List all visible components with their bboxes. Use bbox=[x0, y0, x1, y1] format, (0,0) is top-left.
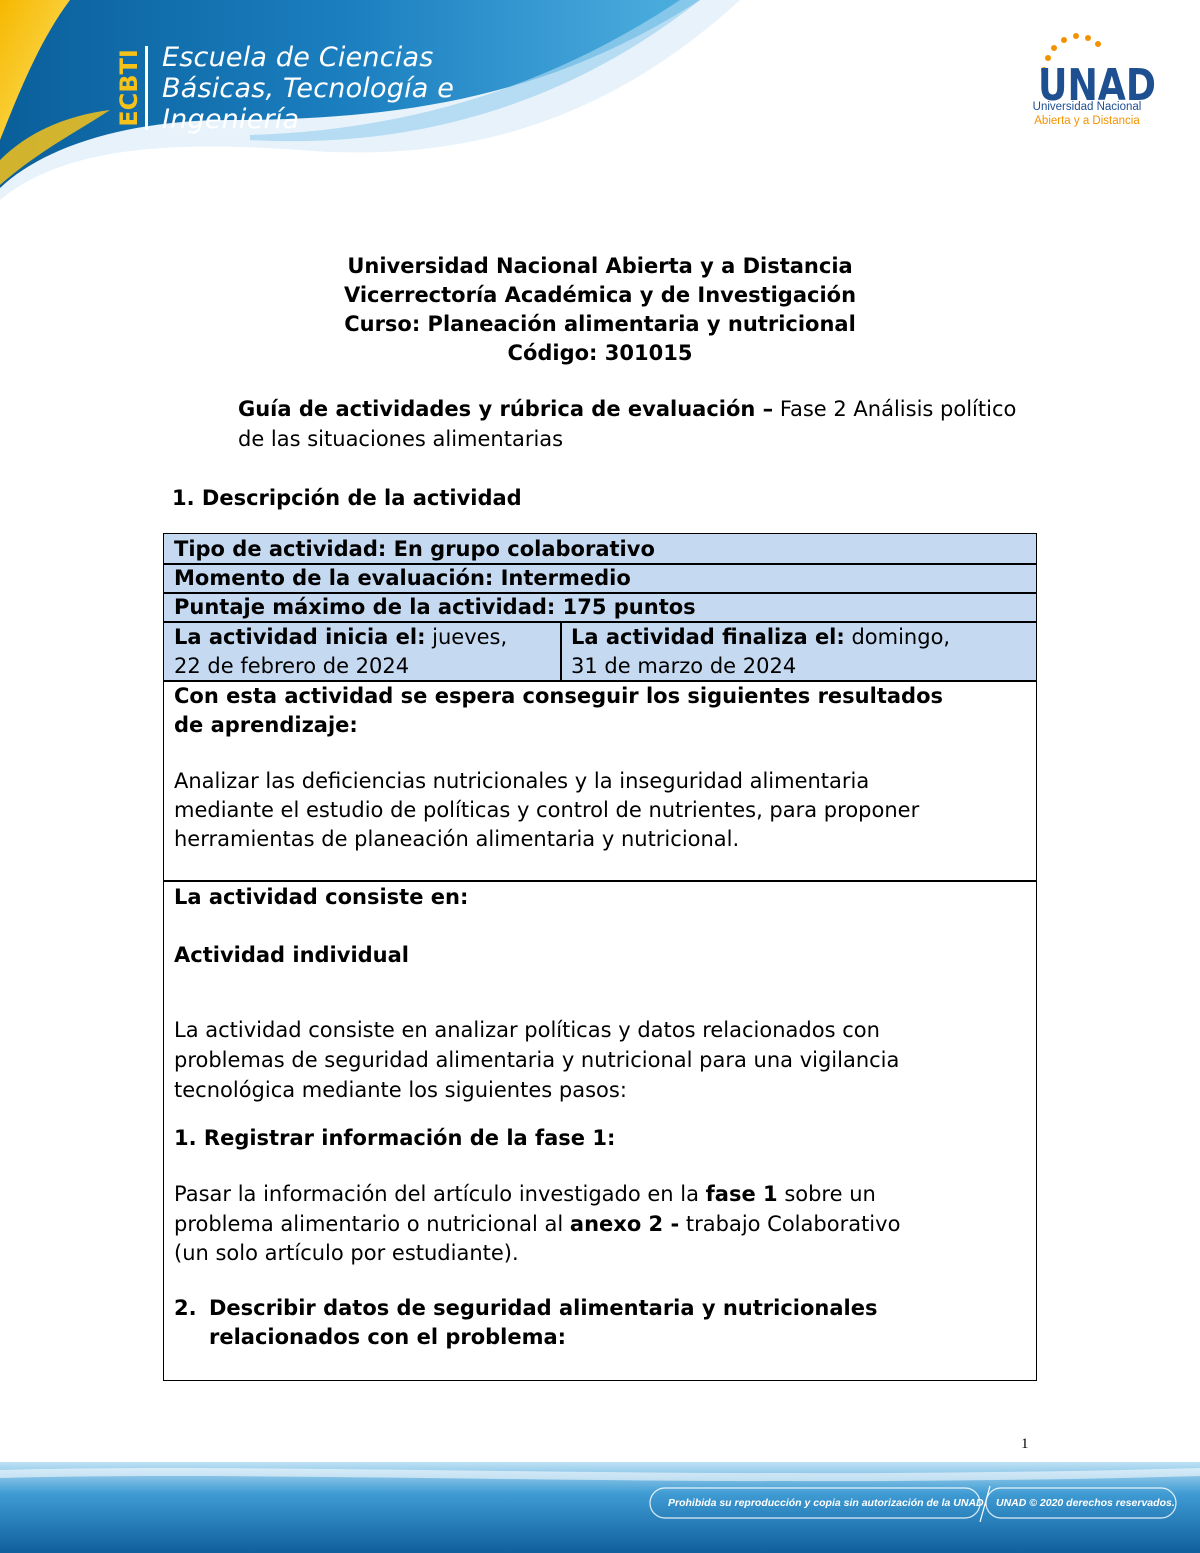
title-course: Curso: Planeación alimentaria y nutricional bbox=[344, 312, 856, 336]
end-date-cell bbox=[571, 623, 950, 681]
step-1-heading: 1. Registrar información de la fase 1: bbox=[174, 1126, 616, 1150]
page-number: 1 bbox=[1021, 1436, 1029, 1452]
document-titles bbox=[0, 252, 1200, 368]
step-2-heading-line-1: Describir datos de seguridad alimentaria y nutricionales bbox=[209, 1296, 878, 1320]
activity-consists-heading: La actividad consiste en: bbox=[174, 885, 469, 909]
ecbti-label: ECBTI bbox=[115, 49, 143, 127]
step-1-text-d: problema alimentario o nutricional al bbox=[174, 1211, 570, 1236]
consists-line-3: tecnológica mediante los siguientes pasos: bbox=[174, 1078, 627, 1102]
start-date: 22 de febrero de 2024 bbox=[174, 654, 410, 678]
start-day: jueves, bbox=[425, 625, 508, 649]
school-name bbox=[162, 42, 454, 135]
guide-title bbox=[238, 394, 1038, 454]
activity-table bbox=[163, 533, 1037, 1381]
ecbti-vertical-logo bbox=[112, 44, 148, 132]
logo-mark: UNAD bbox=[1038, 60, 1156, 111]
end-label: La actividad finaliza el: bbox=[571, 625, 845, 649]
step-1-annex: anexo 2 - bbox=[569, 1211, 680, 1236]
activity-type: Tipo de actividad: En grupo colaborativo bbox=[174, 537, 655, 561]
learning-outcomes-line-2: mediante el estudio de políticas y control de nutrientes, para proponer bbox=[174, 798, 920, 822]
step-2-number: 2. bbox=[174, 1296, 197, 1320]
learning-outcomes-heading bbox=[174, 682, 943, 740]
end-date: 31 de marzo de 2024 bbox=[571, 654, 797, 678]
consists-line-2: problemas de seguridad alimentaria y nutricional para una vigilancia bbox=[174, 1048, 900, 1072]
learning-outcomes-heading-line-2: de aprendizaje: bbox=[174, 713, 358, 737]
logo-line-2: Abierta y a Distancia bbox=[1034, 115, 1140, 127]
logo-line-1: Universidad Nacional bbox=[1032, 101, 1142, 113]
guide-title-bold: Guía de actividades y rúbrica de evaluación – bbox=[238, 397, 774, 421]
learning-outcomes-heading-line-1: Con esta actividad se espera conseguir los siguientes resultados bbox=[174, 684, 943, 708]
evaluation-moment: Momento de la evaluación: Intermedio bbox=[174, 566, 631, 590]
logo-caption bbox=[1012, 100, 1162, 128]
step-1-text-a: Pasar la información del artículo investigado en la bbox=[174, 1182, 706, 1206]
title-university: Universidad Nacional Abierta y a Distancia bbox=[347, 254, 853, 278]
step-1-text-g: (un solo artículo por estudiante). bbox=[174, 1241, 519, 1265]
title-vicerrectoria: Vicerrectoría Académica y de Investigación bbox=[343, 283, 857, 307]
step-1-phase: fase 1 bbox=[705, 1182, 778, 1206]
learning-outcomes-line-1: Analizar las deficiencias nutricionales y la inseguridad alimentaria bbox=[174, 769, 870, 793]
footer-copy-notice: Prohibida su reproducción y copia sin autorización de la UNAD. bbox=[668, 1497, 987, 1509]
learning-outcomes-text bbox=[174, 767, 919, 854]
step-1-text-c: sobre un bbox=[777, 1182, 876, 1206]
step-2-heading bbox=[209, 1294, 877, 1352]
school-line-3: Ingeniería bbox=[162, 104, 300, 135]
consists-line-1: La actividad consiste en analizar políticas y datos relacionados con bbox=[174, 1018, 880, 1042]
footer-rights: UNAD © 2020 derechos reservados. bbox=[996, 1497, 1175, 1509]
activity-consists-text bbox=[174, 1015, 899, 1105]
title-code: Código: 301015 bbox=[507, 341, 693, 365]
learning-outcomes-line-3: herramientas de planeación alimentaria y nutricional. bbox=[174, 827, 740, 851]
step-1-text bbox=[174, 1180, 900, 1269]
step-1-text-f: trabajo Colaborativo bbox=[679, 1211, 901, 1236]
start-label: La actividad inicia el: bbox=[174, 625, 426, 649]
school-line-1: Escuela de Ciencias bbox=[162, 42, 434, 73]
individual-activity-heading: Actividad individual bbox=[174, 943, 409, 967]
end-day: domingo, bbox=[844, 625, 951, 649]
max-score: Puntaje máximo de la actividad: 175 puntos bbox=[174, 595, 696, 619]
step-2-heading-line-2: relacionados con el problema: bbox=[209, 1325, 567, 1349]
section-heading: 1. Descripción de la actividad bbox=[172, 486, 522, 510]
school-line-2: Básicas, Tecnología e bbox=[162, 73, 455, 104]
start-date-cell bbox=[174, 623, 507, 681]
guide-title-rest: Fase 2 Análisis político de las situaciones alimentarias bbox=[238, 397, 1017, 451]
